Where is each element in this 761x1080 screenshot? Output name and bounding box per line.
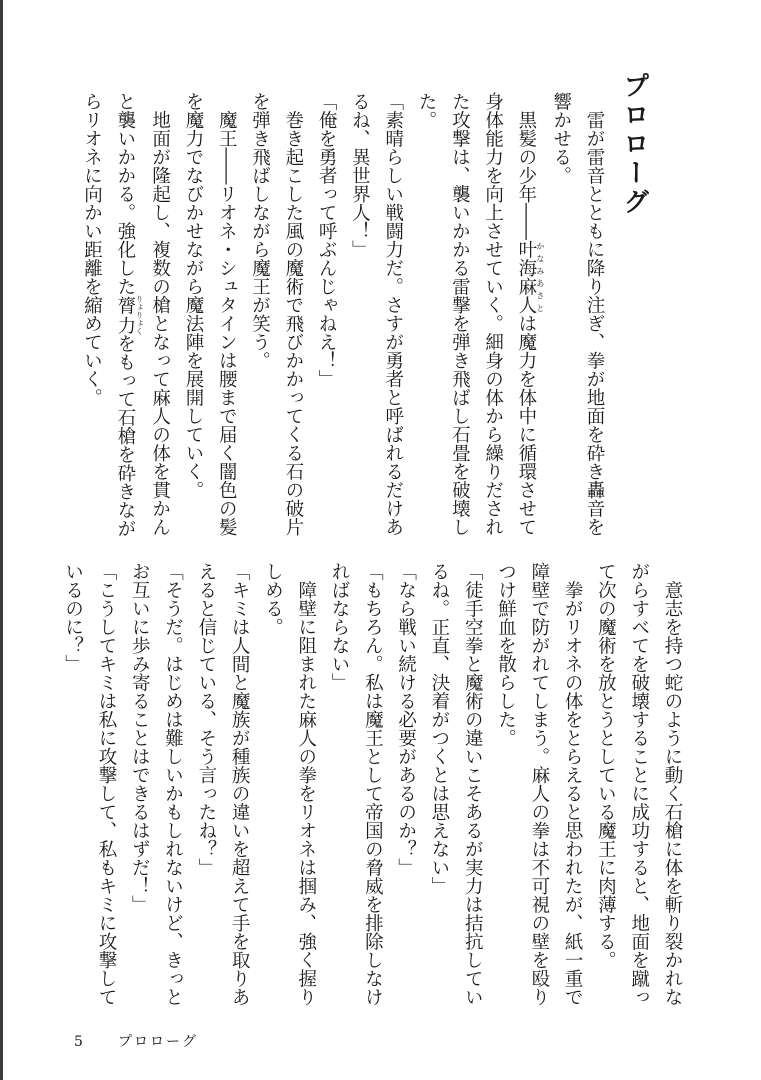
text-column	[410, 92, 443, 562]
ruby-base: 膂力	[114, 294, 136, 335]
text-column	[210, 92, 243, 562]
text-column	[589, 562, 622, 1027]
text-column	[143, 92, 176, 562]
text-column	[510, 92, 545, 562]
text-column	[177, 92, 210, 562]
text-run: 障壁で防がれてしまう。麻人の拳は不可視の壁を殴り	[528, 562, 550, 1006]
text-column	[156, 562, 189, 1027]
text-column	[356, 562, 389, 1027]
text-run: 「もちろん。私は魔王として帝国の脅威を排除しなけ	[362, 562, 384, 1006]
text-run: た。	[416, 92, 438, 129]
text-column	[423, 562, 456, 1027]
text-run: 意志を持つ蛇のように動く石槍に体を斬り裂かれな	[662, 562, 683, 1006]
text-run: た攻撃は、襲いかかる雷撃を弾き飛ばし石畳を破壊し	[449, 92, 471, 536]
text-run: 雷が雷音とともに降り注ぎ、拳が地面を砕き轟音を	[584, 92, 605, 536]
text-run: 障壁に阻まれた麻人の拳をリオネは掴み、強く握り	[295, 562, 317, 1006]
text-column	[389, 562, 422, 1027]
ruby-base: 叶海麻人	[515, 240, 537, 314]
text-column	[476, 92, 509, 562]
text-run: と襲いかかる。強化した	[114, 92, 136, 296]
text-run: つけ鮮血を散らした。	[495, 562, 517, 747]
text-run: 「俺を勇者って呼ぶんじゃねえ！」	[316, 92, 338, 388]
text-column	[578, 92, 611, 562]
text-column	[556, 562, 589, 1027]
text-run: 地面が隆起し、複数の槍となって麻人の体を貫かん	[149, 92, 171, 536]
upper-text-block	[75, 92, 611, 562]
text-run: 響かせる。	[550, 92, 572, 185]
text-column	[376, 92, 409, 562]
text-run: を弾き飛ばしながら魔王が笑う。	[249, 92, 271, 370]
text-run: 黒髪の少年――	[515, 92, 537, 240]
text-column	[310, 92, 343, 562]
ruby-word	[114, 294, 144, 335]
page-number: 5	[74, 1034, 85, 1050]
text-run: るね。正直、決着がつくとは思えない」	[428, 562, 450, 895]
text-column	[75, 92, 108, 562]
text-column	[90, 562, 123, 1027]
text-run: いるのに？」	[62, 562, 84, 673]
text-column	[443, 92, 476, 562]
ruby-word	[515, 240, 545, 314]
text-run: お互いに歩み寄ることはできるはずだ！」	[129, 562, 151, 914]
text-column	[456, 562, 489, 1027]
text-run: るね、異世界人！」	[349, 92, 371, 259]
text-run: 「素晴らしい戦闘力だ。さすが勇者と呼ばれるだけあ	[382, 92, 404, 536]
text-column	[190, 562, 223, 1027]
text-column	[544, 92, 577, 562]
text-run: 「こうしてキミは私に攻撃して、私もキミに攻撃して	[95, 562, 117, 1006]
ruby-reading: かなみあさと	[535, 240, 545, 314]
ruby-reading: りょりょく	[134, 294, 144, 335]
text-column	[656, 562, 689, 1027]
text-run: 魔王――リオネ・シュタインは腰まで届く闇色の髪	[216, 92, 238, 536]
text-column	[243, 92, 276, 562]
text-column	[289, 562, 322, 1027]
text-column	[489, 562, 522, 1027]
running-title: プロローグ	[118, 1034, 198, 1050]
text-run: らリオネに向かい距離を縮めていく。	[81, 92, 103, 407]
text-run: がらすべてを破壊することに成功すると、地面を蹴っ	[628, 562, 650, 1006]
text-run: ればならない」	[329, 562, 351, 692]
text-column	[343, 92, 376, 562]
text-run: 拳がリオネの体をとらえると思われたが、紙一重で	[562, 562, 584, 1006]
text-run: をもって石槍を砕きなが	[114, 334, 136, 538]
text-column	[56, 562, 89, 1027]
text-run: えると信じている、そう言ったね？」	[195, 562, 217, 877]
text-column	[123, 562, 156, 1027]
text-run: 巻き起こした風の魔術で飛びかかってくる石の破片	[282, 92, 304, 536]
text-column	[523, 562, 556, 1027]
text-column	[323, 562, 356, 1027]
text-column	[256, 562, 289, 1027]
chapter-title: プロローグ	[619, 72, 649, 217]
text-run: て次の魔術を放とうとしている魔王に肉薄する。	[595, 562, 617, 969]
text-run: は魔力を体中に循環させて	[515, 314, 537, 536]
lower-text-block	[56, 562, 689, 1027]
text-column	[277, 92, 310, 562]
page-edge	[0, 0, 3, 1080]
text-run: を魔力でなびかせながら魔法陣を展開していく。	[182, 92, 204, 499]
text-run: 「なら戦い続ける必要があるのか？」	[395, 562, 417, 877]
text-run: しめる。	[262, 562, 284, 636]
text-run: 「そうだ。はじめは難しいかもしれないけど、きっと	[162, 562, 184, 1006]
text-run: 「徒手空拳と魔術の違いこそあるが実力は拮抗してい	[462, 562, 484, 1006]
text-column	[109, 92, 144, 562]
text-column	[622, 562, 655, 1027]
text-run: 「キミは人間と魔族が種族の違いを超えて手を取りあ	[229, 562, 251, 1006]
text-run: 身体能力を向上させていく。細身の体から繰りだされ	[482, 92, 504, 536]
text-column	[223, 562, 256, 1027]
